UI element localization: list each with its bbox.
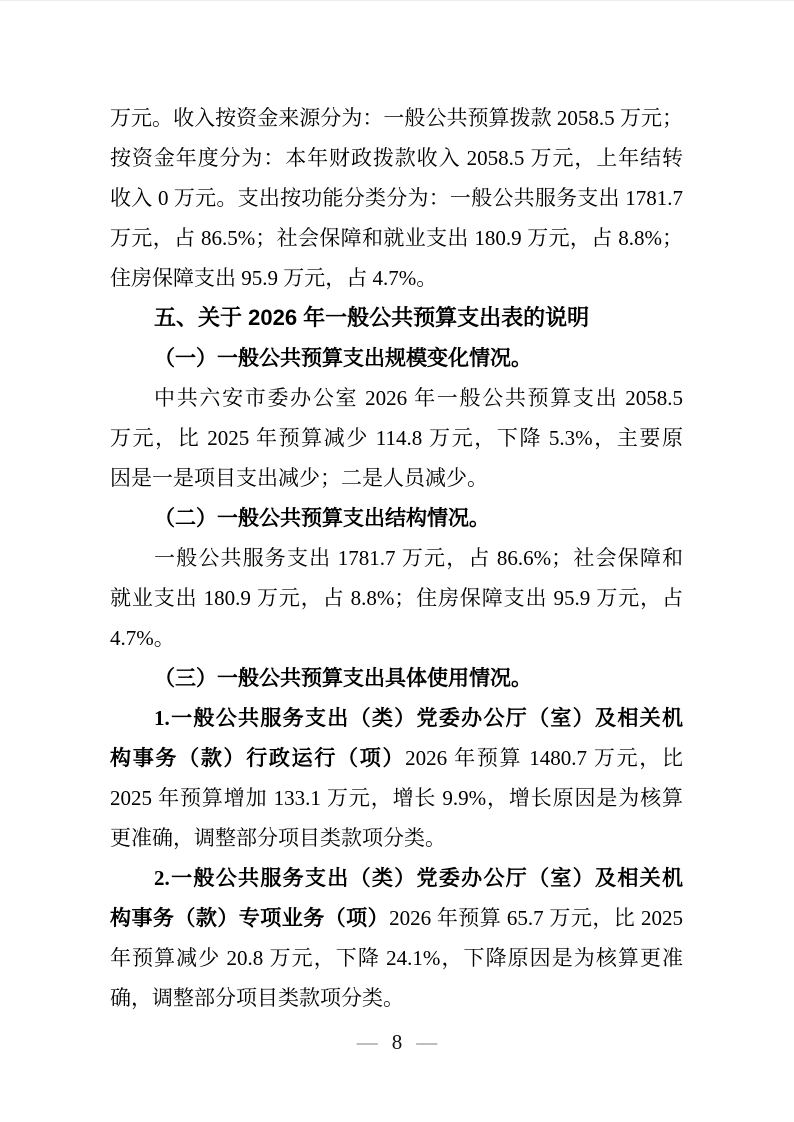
body-text-line: [110, 858, 683, 898]
body-text-line: [110, 738, 683, 778]
body-text-line: [110, 378, 683, 418]
bold-run: 构事务（款）行政运行（项）: [110, 746, 406, 770]
text-run: 万元，比 2025 年预算减少 114.8 万元，下降 5.3%，主要原: [110, 426, 683, 450]
body-text-line: [110, 698, 683, 738]
subsection-heading: [110, 498, 683, 538]
subsection-heading: [110, 338, 683, 378]
text-run: 住房保障支出 95.9 万元，占 4.7%。: [110, 266, 438, 290]
body-text-line: [110, 778, 683, 818]
body-text-line: [110, 618, 683, 658]
body-text-line: [110, 978, 683, 1018]
text-run: 2026 年预算 65.7 万元，比 2025: [389, 906, 683, 930]
body-text-line: [110, 578, 683, 618]
text-run: 确，调整部分项目类款项分类。: [110, 986, 404, 1010]
page-number-dash-right: —: [416, 1030, 438, 1054]
bold-run: 构事务（款）专项业务（项）: [110, 906, 390, 930]
text-run: 万元。收入按资金来源分为：一般公共预算拨款 2058.5 万元；: [110, 106, 683, 130]
text-run: （一）一般公共预算支出规模变化情况。: [154, 346, 532, 370]
body-text-line: [110, 218, 683, 258]
text-run: 五、关于 2026 年一般公共预算支出表的说明: [154, 305, 590, 330]
body-text-line: [110, 138, 683, 178]
text-run: 按资金年度分为：本年财政拨款收入 2058.5 万元，上年结转: [110, 146, 683, 170]
subsection-heading: [110, 658, 683, 698]
body-text-line: [110, 258, 683, 298]
text-run: 更准确，调整部分项目类款项分类。: [110, 826, 446, 850]
text-run: 因是一是项目支出减少；二是人员减少。: [110, 466, 488, 490]
bold-run: 2.一般公共服务支出（类）党委办公厅（室）及相关机: [154, 866, 683, 890]
body-text-line: [110, 898, 683, 938]
page-footer: [0, 1027, 794, 1057]
body-text-line: [110, 418, 683, 458]
bold-run: 1.一般公共服务支出（类）党委办公厅（室）及相关机: [154, 706, 683, 730]
section-heading: [110, 298, 683, 338]
text-run: 4.7%。: [110, 626, 175, 650]
body-text-line: [110, 538, 683, 578]
text-run: 2025 年预算增加 133.1 万元，增长 9.9%，增长原因是为核算: [110, 786, 683, 810]
text-run: 收入 0 万元。支出按功能分类分为：一般公共服务支出 1781.7: [110, 186, 683, 210]
page-number: 8: [391, 1030, 403, 1054]
text-run: 年预算减少 20.8 万元，下降 24.1%，下降原因是为核算更准: [110, 946, 683, 970]
text-run: 就业支出 180.9 万元，占 8.8%；住房保障支出 95.9 万元，占: [110, 586, 683, 610]
text-run: （三）一般公共预算支出具体使用情况。: [154, 666, 532, 690]
text-run: 中共六安市委办公室 2026 年一般公共预算支出 2058.5: [154, 386, 683, 410]
text-run: 一般公共服务支出 1781.7 万元，占 86.6%；社会保障和: [154, 546, 683, 570]
text-run: 2026 年预算 1480.7 万元，比: [405, 746, 684, 770]
body-text-line: [110, 938, 683, 978]
text-run: 万元，占 86.5%；社会保障和就业支出 180.9 万元，占 8.8%；: [110, 226, 683, 250]
text-run: （二）一般公共预算支出结构情况。: [154, 506, 490, 530]
body-text-line: [110, 178, 683, 218]
body-text-line: [110, 818, 683, 858]
body-text-line: [110, 98, 683, 138]
page-number-dash-left: —: [356, 1030, 378, 1054]
body-text-line: [110, 458, 683, 498]
